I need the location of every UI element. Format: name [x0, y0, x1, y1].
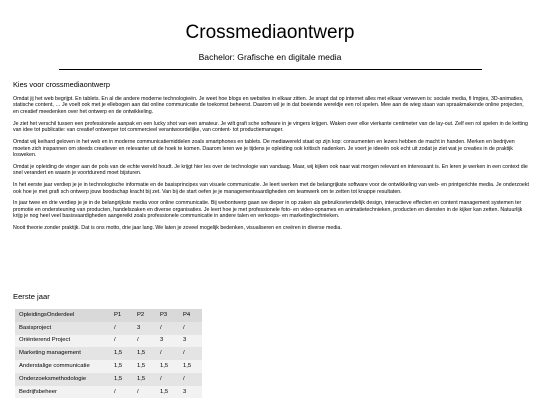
intro-paragraph: In jaar twee en drie verdiep je je in de belangrijkste media voor online communicatie. Bij webontwerp gaan we dieper in op zaken als gebruiksvriendelijk design, interactieve effecten en content management systemen ter promotie en ondersteuning van producten, handelszaken en diverse organisaties. Je leert hoe je met professionele foto- en video-opnames en animatietechnieken, producten en diensten in de kijker kan zetten. Natuurlijk krijg je nog heel veel basisvaardigheden aangereikt zoals professionele communicatie in andere talen en verkoops- en marketingtechnieken. — [13, 200, 523, 220]
table-cell: Anderstalige communicatie — [15, 360, 110, 373]
title-divider — [59, 69, 482, 70]
intro-paragraph: Omdat wij keihard geloven in het web en in moderne communicatiemiddelen zoals smartphones en tablets. De mediawereld staat op zijn kop: consumenten en lezers hebben de macht in handen. Merken en bedrijven moeten zich inspannen om steeds creatiever en relevanter uit de hoek te komen. Daarom leren we je tijdens je opleiding ook kritisch nadenken. Je voert je ideeën ook echt uit zodat je ziet wat je creaties in de praktijk losweken. — [13, 139, 515, 158]
intro-paragraph: Omdat je opleiding de vinger aan de pols van de echte wereld houdt. Je krijgt hier les over de technologie van vandaag. Maar, wij kijken ook naar wat morgen relevant en interessant is. En leren je werken in een context die snel verandert en waarin je voortdurend moet bijsturen. — [13, 163, 528, 177]
table-row — [15, 322, 202, 335]
intro-paragraph: Je ziet het verschil tussen een professionele aanpak en een lucky shot van een amateur. Je wilt grafi sche software in je vingers krijgen. Waken over elke vierkante centimeter van de lay-out. Zelf een rol spelen in de ketting van idee tot publicatie: van creatief ontwerper tot commercieel verantwoordelijke, van content- tot productiemanager. — [13, 120, 528, 134]
column-header: OpleidingsOnderdeel — [15, 309, 110, 322]
table-header-row — [15, 309, 202, 322]
table-cell: / — [110, 322, 133, 335]
table-cell: 3 — [156, 335, 179, 348]
table-cell: 1,5 — [110, 373, 133, 386]
table-cell: / — [179, 322, 202, 335]
table-cell: Bedrijfsbeheer — [15, 386, 110, 399]
table-cell: 1,5 — [110, 360, 133, 373]
table-cell: 1,5 — [179, 360, 202, 373]
table-cell: / — [110, 386, 133, 399]
year-heading: Eerste jaar — [13, 292, 50, 301]
table-row — [15, 373, 202, 386]
table-cell: 1,5 — [133, 373, 156, 386]
table-cell: / — [133, 335, 156, 348]
intro-paragraph: In het eerste jaar verdiep je je in technologische informatie en de basisprincipes van visuele communicatie. Je leert werken met de belangrijkste software voor de ontwikkeling van web- en printgerichte media. Je onderzoekt ook hoe je met grafi sch ontwerp jouw boodschap kracht bij zet. Van bij de start oefen je je managementvaardigheden om teamwerk om te zetten tot knappe resultaten. — [13, 182, 529, 195]
table-cell: 1,5 — [133, 347, 156, 360]
table-cell: / — [179, 373, 202, 386]
column-header: P2 — [133, 309, 156, 322]
column-header: P1 — [110, 309, 133, 322]
table-cell: 1,5 — [156, 360, 179, 373]
table-cell: / — [133, 386, 156, 399]
table-row — [15, 335, 202, 348]
table-cell: 3 — [179, 386, 202, 399]
table-cell: Basisproject — [15, 322, 110, 335]
intro-heading: Kies voor crossmediaontwerp — [13, 80, 110, 89]
table-row — [15, 347, 202, 360]
table-cell: Marketing management — [15, 347, 110, 360]
page-title: Crossmediaontwerp — [185, 22, 355, 43]
table-cell: 1,5 — [133, 360, 156, 373]
course-table — [15, 309, 202, 398]
column-header: P4 — [179, 309, 202, 322]
table-cell: / — [110, 335, 133, 348]
page-subtitle: Bachelor: Grafische en digitale media — [198, 52, 342, 62]
table-cell: / — [156, 373, 179, 386]
table-row — [15, 386, 202, 399]
table-cell: 3 — [133, 322, 156, 335]
table-cell: 1,5 — [110, 347, 133, 360]
table-cell: / — [156, 322, 179, 335]
table-row — [15, 360, 202, 373]
table-cell: Oriënterend Project — [15, 335, 110, 348]
table-cell: / — [179, 347, 202, 360]
table-cell: / — [156, 347, 179, 360]
table-cell: Onderzoeksmethodologie — [15, 373, 110, 386]
intro-paragraph: Nooit theorie zonder praktijk. Dat is ons motto, drie jaar lang. We laten je zoveel mogelijk bedenken, visualiseren en creëren in diverse media. — [13, 225, 342, 232]
table-cell: 3 — [179, 335, 202, 348]
column-header: P3 — [156, 309, 179, 322]
intro-paragraph: Omdat jij het web begrijpt. En tablets. En al die andere moderne technologieën. Je weet hoe blogs en websites in elkaar zitten. Je snapt dat op internet alles met elkaar verweven is: sociale media, fi lmpjes, 3D-animaties, statische content, … Je voelt ook met je ellebogen aan dat online communicatie de toekomst beheerst. Daarom wil je in dat boeiende wereldje een rol spelen. Mee aan de wieg staan van spraakmakende online projecten, en creatief meedenken over het ontwerp en de ontwikkeling. — [13, 96, 524, 115]
table-cell: 1,5 — [156, 386, 179, 399]
intro-body — [13, 96, 529, 237]
